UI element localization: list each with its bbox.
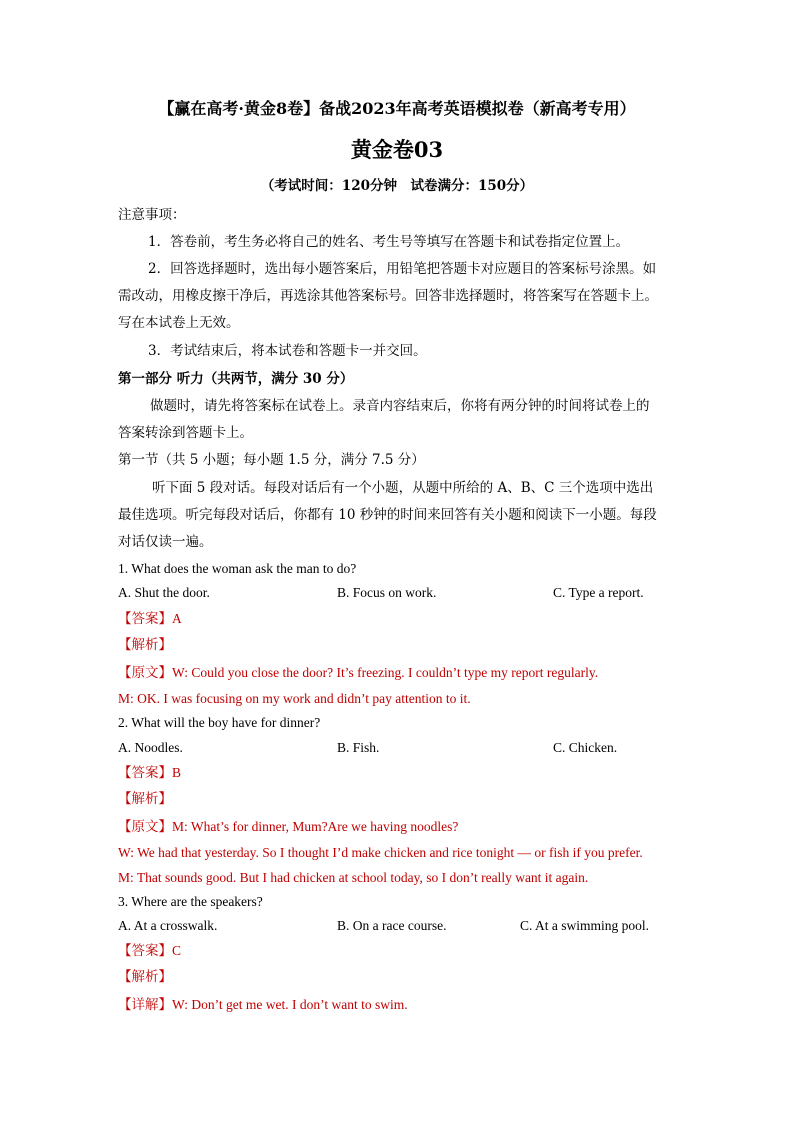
analysis-label: 【解析】 <box>118 637 172 653</box>
script-text: M: What’s for dinner, Mum?Are we having noodles? <box>172 819 459 834</box>
section1-heading: 第一节（共 5 小题；每小题 1.5 分，满分 7.5 分） <box>118 452 425 468</box>
option-c: C. At a swimming pool. <box>520 918 650 933</box>
answer-value: B <box>172 765 182 780</box>
script-text: M: That sounds good. But I had chicken at school today, so I don’t really want it again. <box>118 870 589 885</box>
exam-info: （考试时间：120分钟 试卷满分：150分） <box>260 178 534 194</box>
option-b: B. Focus on work. <box>337 585 437 600</box>
exam-subtitle: 黄金卷03 <box>350 137 444 162</box>
option-c: C. Chicken. <box>553 740 618 755</box>
notes-item-2-cont: 需改动，用橡皮擦干净后，再选涂其他答案标号。回答非选择题时，将答案写在答题卡上。 <box>118 288 658 304</box>
option-a: A. Noodles. <box>118 740 183 755</box>
option-a: A. Shut the door. <box>118 585 210 600</box>
answer-line <box>118 612 182 627</box>
part1-intro-cont: 答案转涂到答题卡上。 <box>118 425 253 441</box>
answer-label: 【答案】 <box>118 611 172 627</box>
option-b: B. Fish. <box>337 740 380 755</box>
answer-label: 【答案】 <box>118 943 172 959</box>
analysis-label: 【解析】 <box>118 791 172 807</box>
section1-instructions-cont: 最佳选项。听完每段对话后，你都有 10 秒钟的时间来回答有关小题和阅读下一小题。每段 <box>118 507 657 523</box>
script-text: M: OK. I was focusing on my work and didn’t pay attention to it. <box>118 691 471 706</box>
exam-title: 【赢在高考·黄金8卷】备战2023年高考英语模拟卷（新高考专用） <box>158 99 636 118</box>
answer-line <box>118 766 181 781</box>
detail-label: 【详解】 <box>118 997 172 1013</box>
answer-value: C <box>172 943 182 958</box>
notes-item-3: 3．考试结束后，将本试卷和答题卡一并交回。 <box>148 343 427 359</box>
question-stem: 3. Where are the speakers? <box>118 894 263 909</box>
answer-line <box>118 944 181 959</box>
detail-line <box>118 998 408 1013</box>
section1-instructions-cont: 对话仅读一遍。 <box>118 534 213 550</box>
answer-value: A <box>172 611 182 626</box>
notes-item-2: 2．回答选择题时，选出每小题答案后，用铅笔把答题卡对应题目的答案标号涂黑。如 <box>148 261 657 277</box>
script-label: 【原文】 <box>118 665 172 681</box>
question-stem: 1. What does the woman ask the man to do? <box>118 561 357 576</box>
part1-intro: 做题时，请先将答案标在试卷上。录音内容结束后，你将有两分钟的时间将试卷上的 <box>150 398 650 414</box>
option-a: A. At a crosswalk. <box>118 918 218 933</box>
answer-label: 【答案】 <box>118 765 172 781</box>
question-stem: 2. What will the boy have for dinner? <box>118 715 321 730</box>
script-text: W: Could you close the door? It’s freezing. I couldn’t type my report regularly. <box>172 665 599 680</box>
script-label: 【原文】 <box>118 819 172 835</box>
section1-instructions: 听下面 5 段对话。每段对话后有一个小题，从题中所给的 A、B、C 三个选项中选出 <box>152 480 654 496</box>
script-line <box>118 666 598 681</box>
notes-heading: 注意事项： <box>118 207 186 223</box>
analysis-label: 【解析】 <box>118 969 172 985</box>
notes-item-2-cont: 写在本试卷上无效。 <box>118 315 240 331</box>
notes-item-1: 1．答卷前，考生务必将自己的姓名、考生号等填写在答题卡和试卷指定位置上。 <box>148 234 630 250</box>
detail-text: W: Don’t get me wet. I don’t want to swim. <box>172 997 408 1012</box>
script-text: W: We had that yesterday. So I thought I’d make chicken and rice tonight — or fish if you prefer. <box>118 845 643 860</box>
script-line <box>118 820 458 835</box>
option-c: C. Type a report. <box>553 585 644 600</box>
part1-heading: 第一部分 听力（共两节，满分 30 分） <box>118 371 354 387</box>
option-b: B. On a race course. <box>337 918 447 933</box>
